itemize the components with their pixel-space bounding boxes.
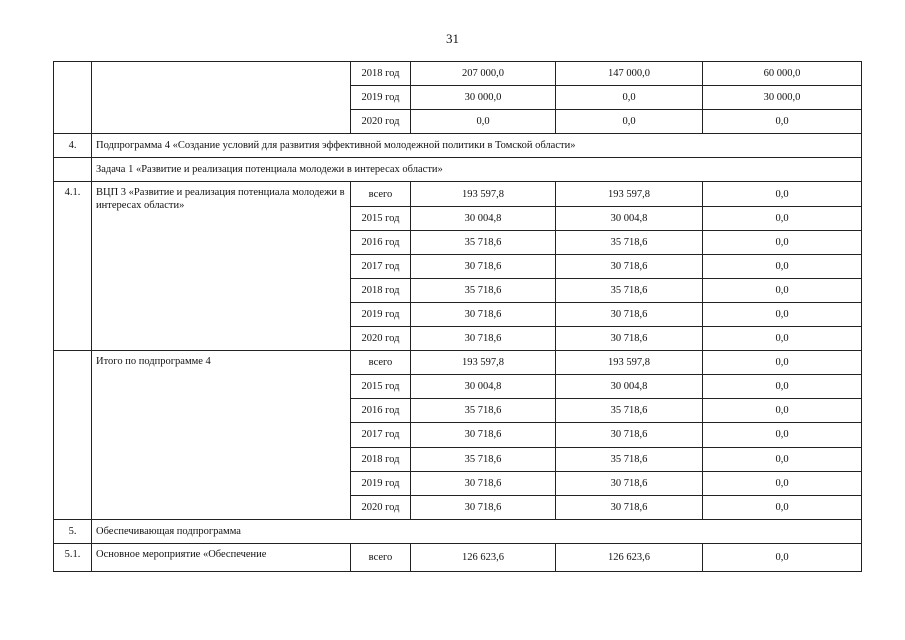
regional-budget-cell: 0,0 [556, 110, 703, 134]
other-sources-cell: 0,0 [703, 302, 862, 326]
year-cell: 2018 год [351, 278, 411, 302]
year-cell: всего [351, 351, 411, 375]
total-amount-cell: 30 718,6 [411, 471, 556, 495]
total-amount-cell: 193 597,8 [411, 351, 556, 375]
year-cell: всего [351, 543, 411, 571]
regional-budget-cell: 35 718,6 [556, 399, 703, 423]
year-cell: 2018 год [351, 447, 411, 471]
year-cell: 2016 год [351, 230, 411, 254]
year-cell: 2019 год [351, 86, 411, 110]
total-amount-cell: 0,0 [411, 110, 556, 134]
regional-budget-cell: 0,0 [556, 86, 703, 110]
year-cell: 2015 год [351, 375, 411, 399]
subprogram-header-row [54, 134, 862, 158]
regional-budget-cell: 30 718,6 [556, 423, 703, 447]
other-sources-cell: 0,0 [703, 254, 862, 278]
total-amount-cell: 30 718,6 [411, 302, 556, 326]
other-sources-cell: 0,0 [703, 375, 862, 399]
other-sources-cell: 0,0 [703, 206, 862, 230]
subprogram-title-cell: Подпрограмма 4 «Создание условий для развития эффективной молодежной политики в Томской области» [92, 134, 862, 158]
other-sources-cell: 0,0 [703, 399, 862, 423]
row-number-cell: 4.1. [54, 182, 92, 351]
total-amount-cell: 35 718,6 [411, 230, 556, 254]
year-cell: 2020 год [351, 110, 411, 134]
year-cell: 2019 год [351, 471, 411, 495]
subprogram-header-row [54, 519, 862, 543]
regional-budget-cell: 35 718,6 [556, 230, 703, 254]
total-amount-cell: 30 718,6 [411, 495, 556, 519]
total-amount-cell: 193 597,8 [411, 182, 556, 206]
regional-budget-cell: 30 004,8 [556, 206, 703, 230]
other-sources-cell: 0,0 [703, 543, 862, 571]
regional-budget-cell: 30 004,8 [556, 375, 703, 399]
measure-name-cell [92, 62, 351, 134]
row-number-cell: 4. [54, 134, 92, 158]
regional-budget-cell: 35 718,6 [556, 278, 703, 302]
table-row [54, 182, 862, 206]
total-amount-cell: 207 000,0 [411, 62, 556, 86]
total-amount-cell: 30 718,6 [411, 327, 556, 351]
subprogram-title-cell: Обеспечивающая подпрограмма [92, 519, 862, 543]
other-sources-cell: 0,0 [703, 278, 862, 302]
row-number-cell [54, 351, 92, 520]
total-amount-cell: 35 718,6 [411, 447, 556, 471]
other-sources-cell: 0,0 [703, 423, 862, 447]
year-cell: 2017 год [351, 423, 411, 447]
regional-budget-cell: 30 718,6 [556, 495, 703, 519]
year-cell: всего [351, 182, 411, 206]
year-cell: 2018 год [351, 62, 411, 86]
total-amount-cell: 30 004,8 [411, 206, 556, 230]
regional-budget-cell: 30 718,6 [556, 302, 703, 326]
other-sources-cell: 0,0 [703, 447, 862, 471]
page-number: 31 [446, 31, 459, 46]
total-amount-cell: 35 718,6 [411, 278, 556, 302]
other-sources-cell: 0,0 [703, 230, 862, 254]
row-number-cell [54, 62, 92, 134]
task-title-cell: Задача 1 «Развитие и реализация потенциала молодежи в интересах области» [92, 158, 862, 182]
regional-budget-cell: 193 597,8 [556, 351, 703, 375]
table-row [54, 351, 862, 375]
regional-budget-cell: 126 623,6 [556, 543, 703, 571]
measure-name-cell: Основное мероприятие «Обеспечение [92, 543, 351, 571]
regional-budget-cell: 193 597,8 [556, 182, 703, 206]
year-cell: 2017 год [351, 254, 411, 278]
regional-budget-cell: 30 718,6 [556, 471, 703, 495]
total-amount-cell: 30 718,6 [411, 423, 556, 447]
other-sources-cell: 0,0 [703, 327, 862, 351]
row-number-cell: 5.1. [54, 543, 92, 571]
table-row [54, 543, 862, 571]
other-sources-cell: 0,0 [703, 495, 862, 519]
year-cell: 2015 год [351, 206, 411, 230]
other-sources-cell: 0,0 [703, 351, 862, 375]
total-amount-cell: 30 004,8 [411, 375, 556, 399]
other-sources-cell: 0,0 [703, 471, 862, 495]
total-amount-cell: 126 623,6 [411, 543, 556, 571]
total-amount-cell: 35 718,6 [411, 399, 556, 423]
table-row [54, 62, 862, 86]
year-cell: 2020 год [351, 327, 411, 351]
year-cell: 2019 год [351, 302, 411, 326]
total-amount-cell: 30 000,0 [411, 86, 556, 110]
regional-budget-cell: 30 718,6 [556, 254, 703, 278]
regional-budget-cell: 35 718,6 [556, 447, 703, 471]
regional-budget-cell: 147 000,0 [556, 62, 703, 86]
other-sources-cell: 0,0 [703, 182, 862, 206]
measure-name-cell: ВЦП 3 «Развитие и реализация потенциала молодежи в интересах области» [92, 182, 351, 351]
empty-number-cell [54, 158, 92, 182]
budget-table [53, 61, 862, 572]
other-sources-cell: 60 000,0 [703, 62, 862, 86]
other-sources-cell: 0,0 [703, 110, 862, 134]
regional-budget-cell: 30 718,6 [556, 327, 703, 351]
total-amount-cell: 30 718,6 [411, 254, 556, 278]
year-cell: 2016 год [351, 399, 411, 423]
year-cell: 2020 год [351, 495, 411, 519]
row-number-cell: 5. [54, 519, 92, 543]
measure-name-cell: Итого по подпрограмме 4 [92, 351, 351, 520]
other-sources-cell: 30 000,0 [703, 86, 862, 110]
task-row [54, 158, 862, 182]
